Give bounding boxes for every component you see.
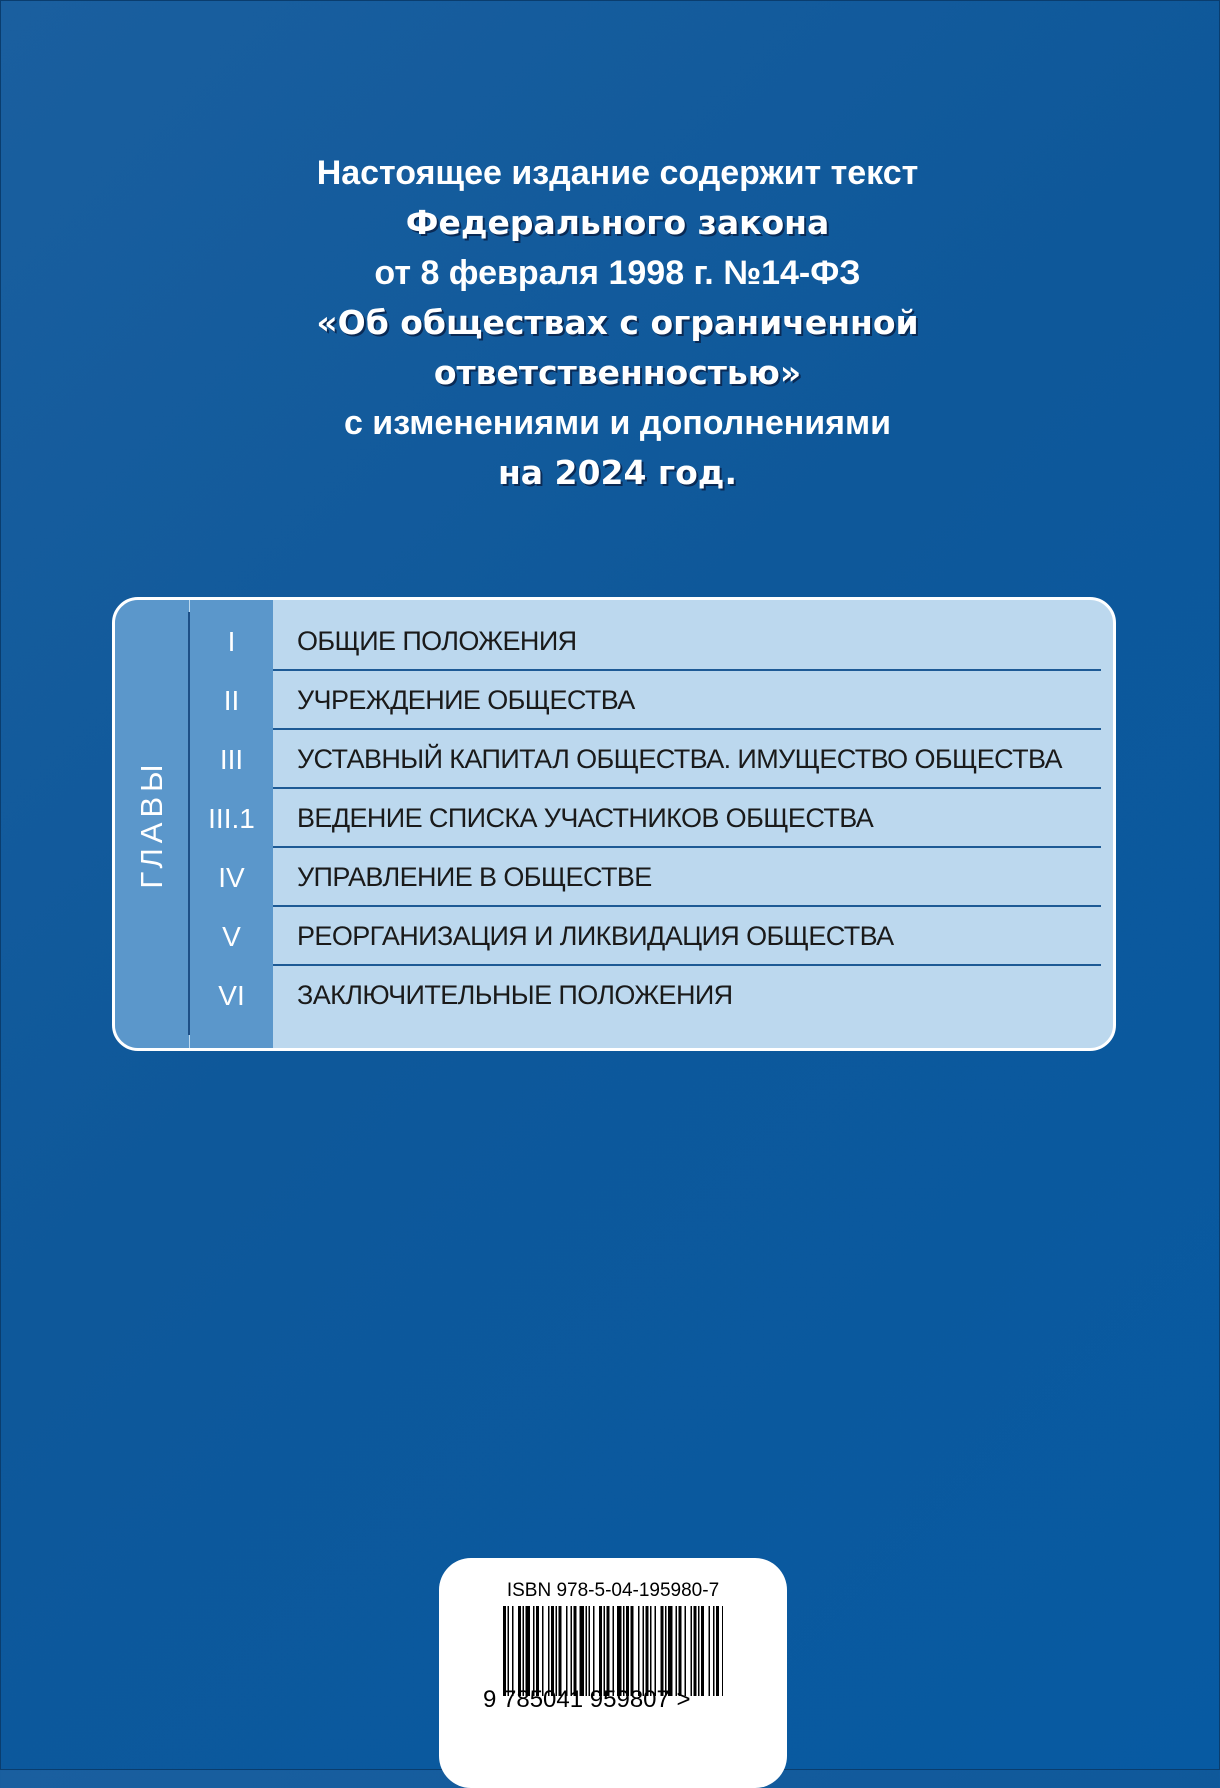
intro-law-title-2: ответственностью» [433,353,802,392]
chapter-title: ЗАКЛЮЧИТЕЛЬНЫЕ ПОЛОЖЕНИЯ [297,980,733,1010]
barcode-image [503,1606,723,1696]
chapter-row [190,789,1113,848]
intro-line-1: Настоящее издание содержит текст [316,154,919,192]
chapter-number: V [222,921,241,952]
chapter-row [190,907,1113,966]
chapter-row [190,848,1113,907]
chapter-title: РЕОРГАНИЗАЦИЯ И ЛИКВИДАЦИЯ ОБЩЕСТВА [297,921,894,951]
chapters-label: ГЛАВЫ [134,759,169,889]
chapter-row [190,966,1113,1025]
chapter-number: III [219,744,244,775]
chapter-row [190,612,1113,671]
intro-law-title-1: «Об обществах с ограниченной [316,303,919,342]
chapter-number: I [227,626,236,657]
chapter-title: УЧРЕЖДЕНИЕ ОБЩЕСТВА [297,685,635,715]
chapter-title: УПРАВЛЕНИЕ В ОБЩЕСТВЕ [297,862,652,892]
barcode-box [439,1558,787,1788]
chapter-title: ОБЩИЕ ПОЛОЖЕНИЯ [297,626,577,656]
chapter-title: ВЕДЕНИЕ СПИСКА УЧАСТНИКОВ ОБЩЕСТВА [297,803,874,833]
chapter-row [190,671,1113,730]
intro-text-block [0,148,1220,498]
chapter-number: III.1 [208,803,255,834]
chapter-number: IV [218,862,245,893]
intro-line-changes: с изменениями и дополнениями [343,404,892,442]
chapter-number: VI [218,980,245,1011]
chapters-panel [112,597,1116,1051]
chapter-row [190,730,1113,789]
barcode-digits: 9 785041 959807 > [483,1686,691,1713]
intro-law-name: Федерального закона [405,203,830,242]
intro-year: на 2024 год. [498,453,737,492]
isbn-text: ISBN 978-5-04-195980-7 [506,1580,720,1601]
intro-law-date: от 8 февраля 1998 г. №14-ФЗ [374,254,861,292]
chapter-number: II [223,685,240,716]
chapter-title: УСТАВНЫЙ КАПИТАЛ ОБЩЕСТВА. ИМУЩЕСТВО ОБЩЕСТВА [297,744,1062,774]
